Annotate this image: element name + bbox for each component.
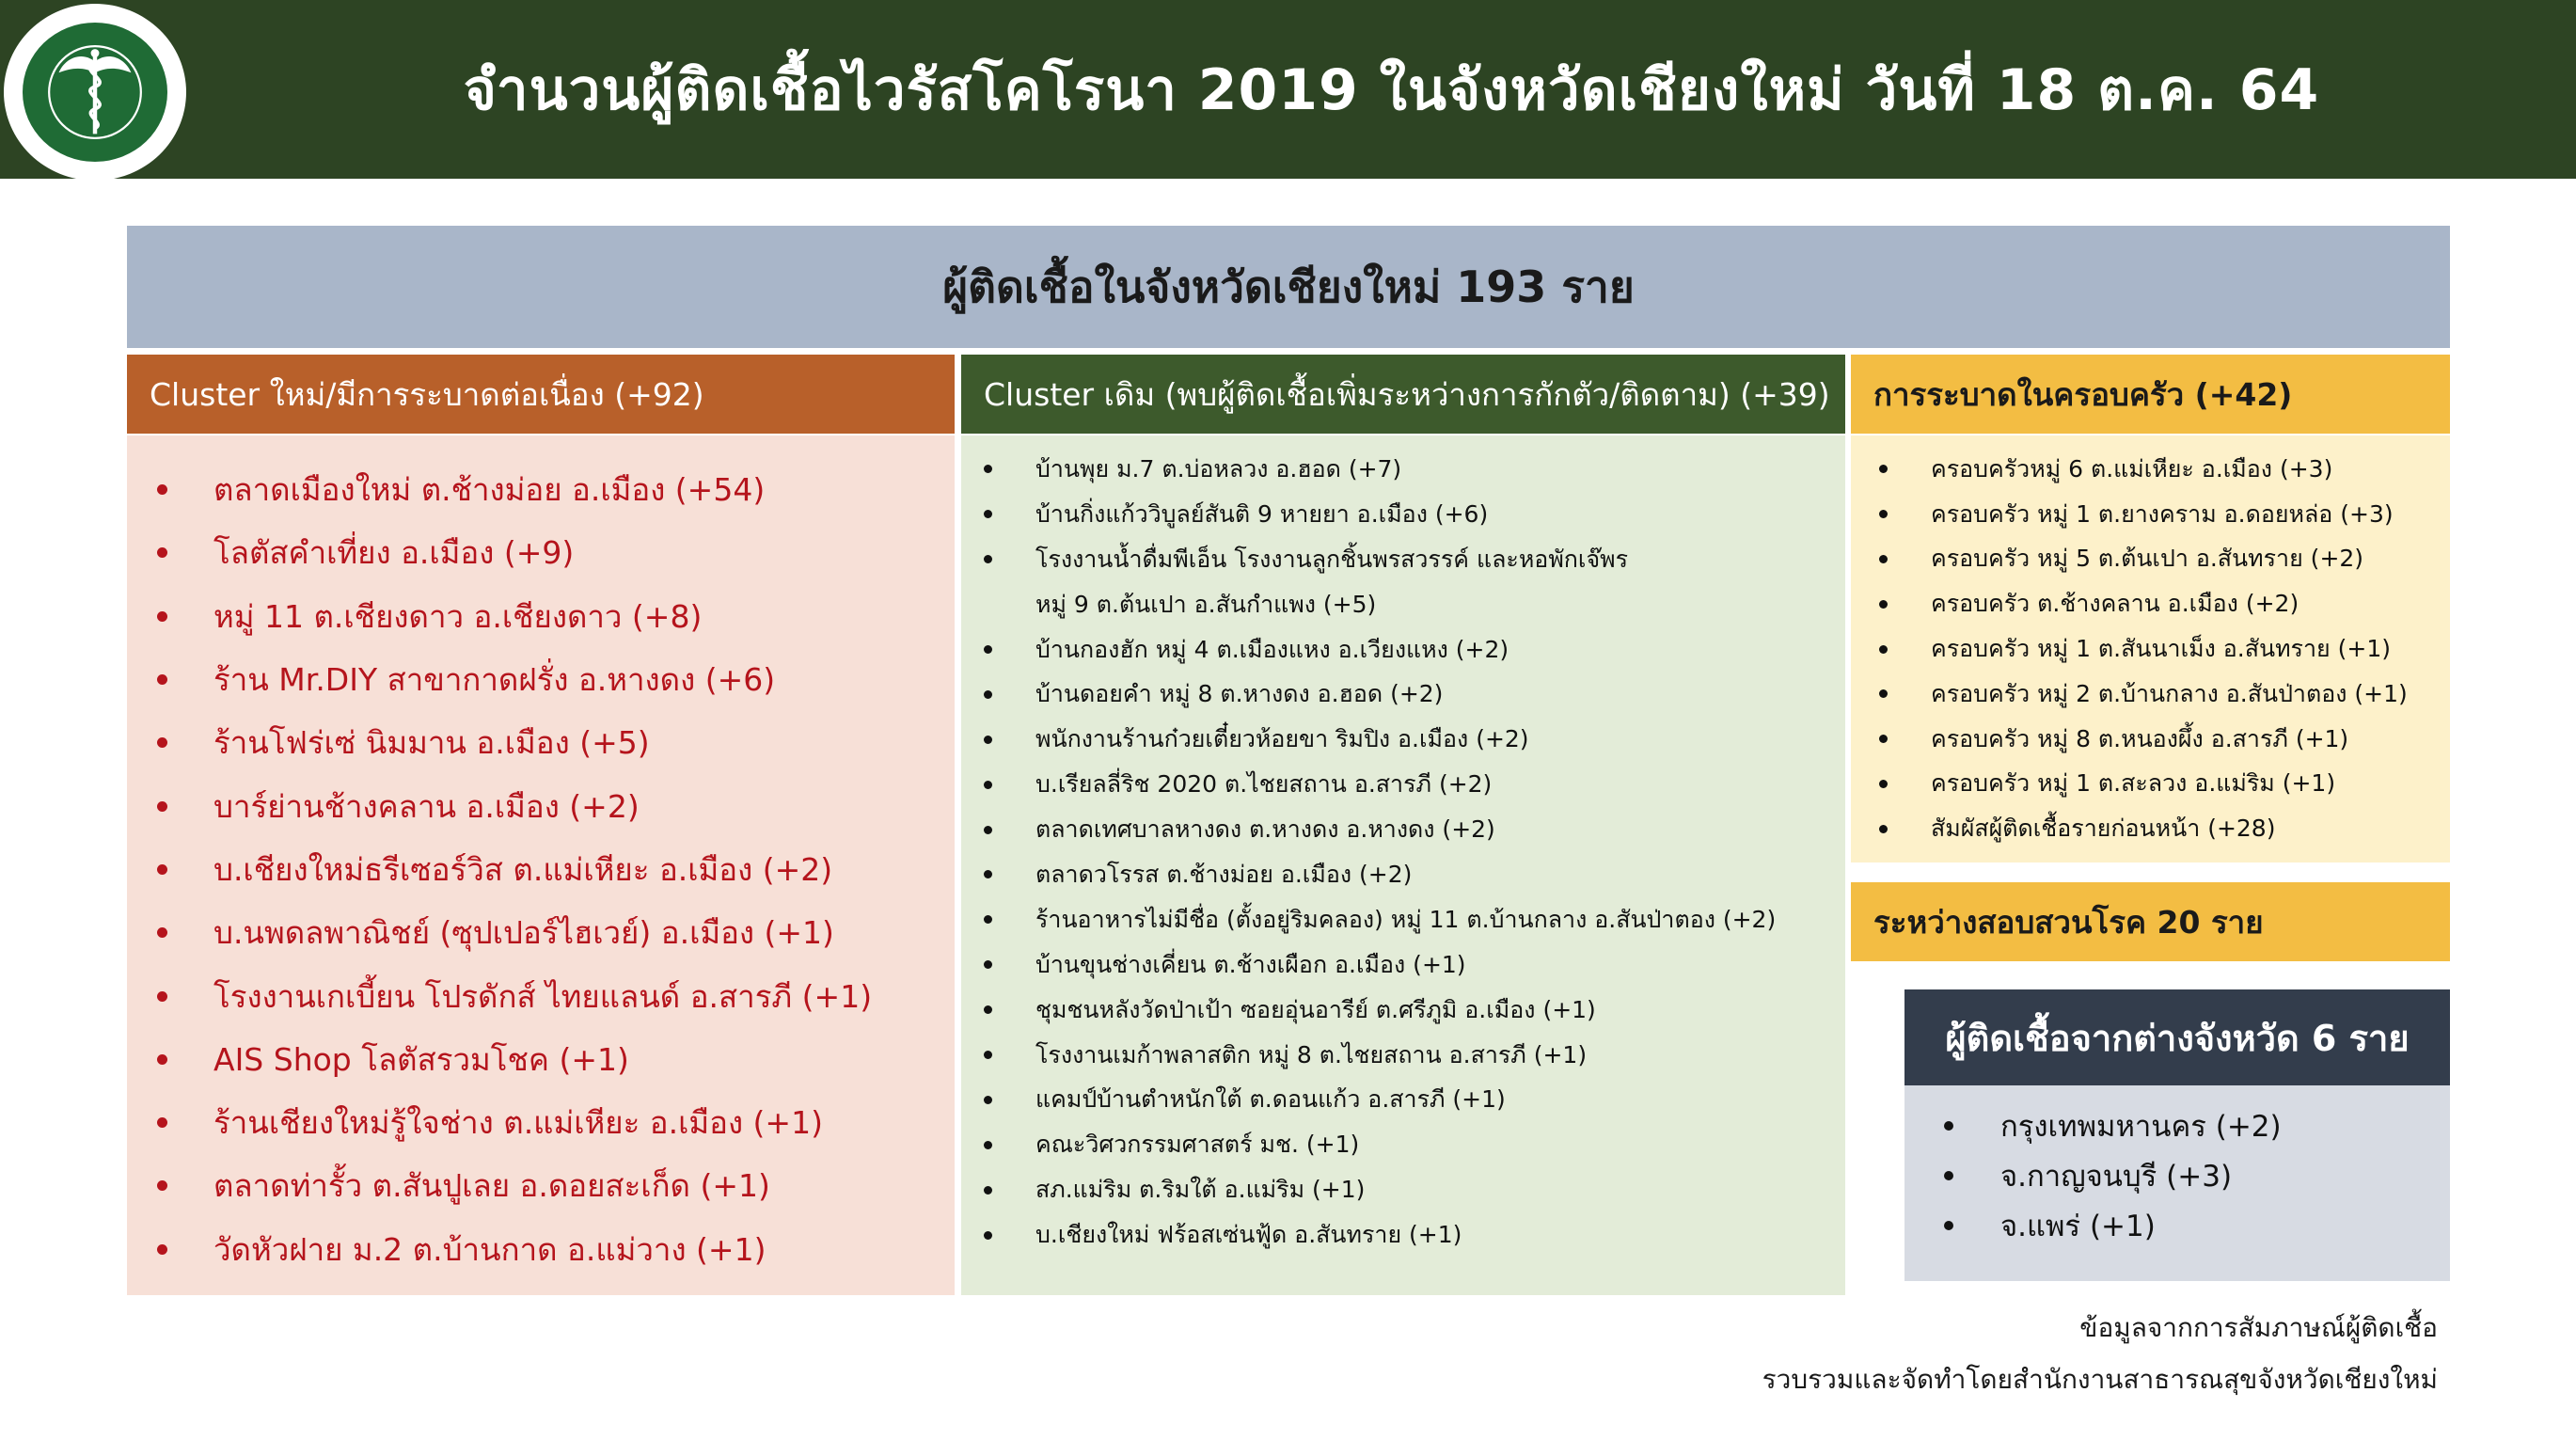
bullet-icon <box>1879 645 1888 654</box>
list-item: พนักงานร้านก๋วยเตี๋ยวห้อยขา ริมปิง อ.เมือง (+2) <box>978 717 1845 762</box>
bullet-icon <box>984 826 992 834</box>
old-cluster-list <box>961 447 1845 1258</box>
compiled-by-note: รวบรวมและจัดทำโดยสำนักงานสาธารณสุขจังหวัดเชียงใหม่ <box>1762 1364 2438 1395</box>
bullet-icon <box>157 737 167 748</box>
bullet-icon <box>984 915 992 924</box>
list-item: ตลาดวโรรส ต.ช้างม่อย อ.เมือง (+2) <box>978 852 1845 897</box>
under-investigation-banner: ระหว่างสอบสวนโรค 20 ราย <box>1851 882 2450 961</box>
list-item: โลตัสคำเที่ยง อ.เมือง (+9) <box>151 521 955 584</box>
bullet-icon <box>1944 1171 1953 1180</box>
list-item: ตลาดเมืองใหม่ ต.ช้างม่อย อ.เมือง (+54) <box>151 458 955 521</box>
ministry-logo <box>4 4 186 181</box>
list-item: บ้านดอยคำ หมู่ 8 ต.หางดง อ.ฮอด (+2) <box>978 672 1845 717</box>
source-note: ข้อมูลจากการสัมภาษณ์ผู้ติดเชื้อ <box>2079 1312 2438 1343</box>
bullet-icon <box>157 801 167 812</box>
list-item: บ้านกองฮัก หมู่ 4 ต.เมืองแหง อ.เวียงแหง (+2) <box>978 627 1845 673</box>
bullet-icon <box>157 1244 167 1255</box>
bullet-icon <box>1944 1221 1953 1230</box>
list-item: ตลาดท่ารั้ว ต.สันปูเลย อ.ดอยสะเก็ด (+1) <box>151 1154 955 1217</box>
list-item: ครอบครัว หมู่ 1 ต.สะลวง อ.แม่ริม (+1) <box>1875 762 2450 807</box>
old-cluster-body <box>961 435 1845 1295</box>
list-item: แคมป์บ้านตำหนักใต้ ต.ดอนแก้ว อ.สารภี (+1) <box>978 1077 1845 1122</box>
bullet-icon <box>157 864 167 875</box>
bullet-icon <box>1879 465 1888 473</box>
list-item: สภ.แม่ริม ต.ริมใต้ อ.แม่ริม (+1) <box>978 1167 1845 1212</box>
old-cluster-heading: Cluster เดิม (พบผู้ติดเชื้อเพิ่มระหว่างการกักตัว/ติดตาม) (+39) <box>961 355 1845 434</box>
bullet-icon <box>984 736 992 744</box>
bullet-icon <box>984 1051 992 1059</box>
old-cluster-panel <box>961 355 1845 1295</box>
list-item: ร้านอาหารไม่มีชื่อ (ตั้งอยู่ริมคลอง) หมู่ 11 ต.บ้านกลาง อ.สันป่าตอง (+2) <box>978 897 1845 942</box>
ministry-seal-icon <box>23 23 167 162</box>
bullet-icon <box>157 927 167 938</box>
bullet-icon <box>984 1005 992 1014</box>
list-item: สัมผัสผู้ติดเชื้อรายก่อนหน้า (+28) <box>1875 806 2450 851</box>
list-item: บ.เชียงใหม่ ฟร้อสเซ่นฟู้ด อ.สันทราย (+1) <box>978 1212 1845 1258</box>
bullet-icon <box>984 645 992 654</box>
list-item: ร้านเชียงใหม่รู้ใจช่าง ต.แม่เหียะ อ.เมือง (+1) <box>151 1091 955 1154</box>
bullet-icon <box>1879 689 1888 698</box>
list-item-continuation: หมู่ 9 ต.ต้นเปา อ.สันกำแพง (+5) <box>1035 590 1377 618</box>
bullet-icon <box>157 991 167 1002</box>
bullet-icon <box>1879 555 1888 563</box>
list-item: บ.เรียลลี่ริช 2020 ต.ไชยสถาน อ.สารภี (+2) <box>978 762 1845 807</box>
bullet-icon <box>984 555 992 563</box>
list-item: ครอบครัว หมู่ 2 ต.บ้านกลาง อ.สันป่าตอง (+1) <box>1875 672 2450 717</box>
outside-province-list <box>1904 1100 2450 1250</box>
list-item: ครอบครัวหมู่ 6 ต.แม่เหียะ อ.เมือง (+3) <box>1875 447 2450 492</box>
outside-province-panel <box>1904 989 2450 1281</box>
list-item: บ.นพดลพาณิชย์ (ซุปเปอร์ไฮเวย์) อ.เมือง (+1) <box>151 901 955 964</box>
list-item: บ้านกิ่งแก้ววิบูลย์สันติ 9 หายยา อ.เมือง (+6) <box>978 492 1845 537</box>
new-cluster-body <box>127 435 955 1295</box>
bullet-icon <box>157 547 167 558</box>
list-item: วัดหัวฝาย ม.2 ต.บ้านกาด อ.แม่วาง (+1) <box>151 1218 955 1281</box>
list-item: จ.กาญจนบุรี (+3) <box>1944 1150 2450 1200</box>
family-body <box>1851 435 2450 862</box>
list-item: จ.แพร่ (+1) <box>1944 1200 2450 1250</box>
list-item: คณะวิศวกรรมศาสตร์ มช. (+1) <box>978 1122 1845 1167</box>
list-item: บ.เชียงใหม่ธรีเซอร์วิส ต.แม่เหียะ อ.เมือง (+2) <box>151 838 955 901</box>
bullet-icon <box>984 1096 992 1104</box>
list-item: ครอบครัว หมู่ 8 ต.หนองผึ้ง อ.สารภี (+1) <box>1875 717 2450 762</box>
list-item: โรงงานเกเบี้ยน โปรดักส์ ไทยแลนด์ อ.สารภี (+1) <box>151 964 955 1027</box>
family-heading: การระบาดในครอบครัว (+42) <box>1851 355 2450 434</box>
bullet-icon <box>984 870 992 878</box>
bullet-icon <box>1879 600 1888 609</box>
bullet-icon <box>984 781 992 789</box>
list-item: ครอบครัว หมู่ 1 ต.ยางคราม อ.ดอยหล่อ (+3) <box>1875 492 2450 537</box>
bullet-icon <box>984 465 992 473</box>
bullet-icon <box>157 1117 167 1128</box>
list-item: ร้าน Mr.DIY สาขากาดฝรั่ง อ.หางดง (+6) <box>151 648 955 711</box>
list-item: กรุงเทพมหานคร (+2) <box>1944 1100 2450 1150</box>
bullet-icon <box>984 690 992 699</box>
bullet-icon <box>157 484 167 495</box>
list-item: ชุมชนหลังวัดป่าเป้า ซอยอุ่นอารีย์ ต.ศรีภูมิ อ.เมือง (+1) <box>978 988 1845 1033</box>
total-cases-banner: ผู้ติดเชื้อในจังหวัดเชียงใหม่ 193 ราย <box>127 226 2450 348</box>
list-item: โรงงานน้ำดื่มพีเอ็น โรงงานลูกชิ้นพรสวรรค์ และหอพักเจ๊พร <box>978 537 1845 582</box>
list-item: หมู่ 11 ต.เชียงดาว อ.เชียงดาว (+8) <box>151 585 955 648</box>
bullet-icon <box>1879 780 1888 788</box>
new-cluster-panel <box>127 355 955 1295</box>
bullet-icon <box>984 1186 992 1195</box>
bullet-icon <box>157 611 167 622</box>
list-item: ครอบครัว หมู่ 5 ต.ต้นเปา อ.สันทราย (+2) <box>1875 537 2450 582</box>
new-cluster-list <box>127 458 955 1281</box>
bullet-icon <box>1879 735 1888 743</box>
list-item: บาร์ย่านช้างคลาน อ.เมือง (+2) <box>151 774 955 837</box>
bullet-icon <box>1879 510 1888 518</box>
list-item: AIS Shop โลตัสรวมโชค (+1) <box>151 1028 955 1091</box>
list-item: ตลาดเทศบาลหางดง ต.หางดง อ.หางดง (+2) <box>978 807 1845 852</box>
list-item: ร้านโฟร่เซ่ นิมมาน อ.เมือง (+5) <box>151 711 955 774</box>
list-item: โรงงานเมก้าพลาสติก หมู่ 8 ต.ไชยสถาน อ.สารภี (+1) <box>978 1033 1845 1078</box>
bullet-icon <box>984 510 992 518</box>
bullet-icon <box>157 1054 167 1065</box>
family-panel <box>1851 355 2450 862</box>
list-item: ครอบครัว ต.ช้างคลาน อ.เมือง (+2) <box>1875 581 2450 626</box>
family-list <box>1851 447 2450 851</box>
list-item: บ้านพุย ม.7 ต.บ่อหลวง อ.ฮอด (+7) <box>978 447 1845 492</box>
list-item: ครอบครัว หมู่ 1 ต.สันนาเม็ง อ.สันทราย (+1) <box>1875 626 2450 672</box>
header-bar <box>0 0 2576 179</box>
bullet-icon <box>157 1180 167 1191</box>
new-cluster-heading: Cluster ใหม่/มีการระบาดต่อเนื่อง (+92) <box>127 355 955 434</box>
bullet-icon <box>1944 1121 1953 1131</box>
list-item: บ้านขุนช่างเคี่ยน ต.ช้างเผือก อ.เมือง (+1) <box>978 942 1845 988</box>
bullet-icon <box>1879 825 1888 833</box>
bullet-icon <box>984 960 992 969</box>
outside-province-heading: ผู้ติดเชื้อจากต่างจังหวัด 6 ราย <box>1904 989 2450 1085</box>
bullet-icon <box>984 1141 992 1149</box>
bullet-icon <box>984 1231 992 1240</box>
bullet-icon <box>157 674 167 685</box>
page-title: จำนวนผู้ติดเชื้อไวรัสโคโรนา 2019 ในจังหวัดเชียงใหม่ วันที่ 18 ต.ค. 64 <box>463 56 2320 123</box>
